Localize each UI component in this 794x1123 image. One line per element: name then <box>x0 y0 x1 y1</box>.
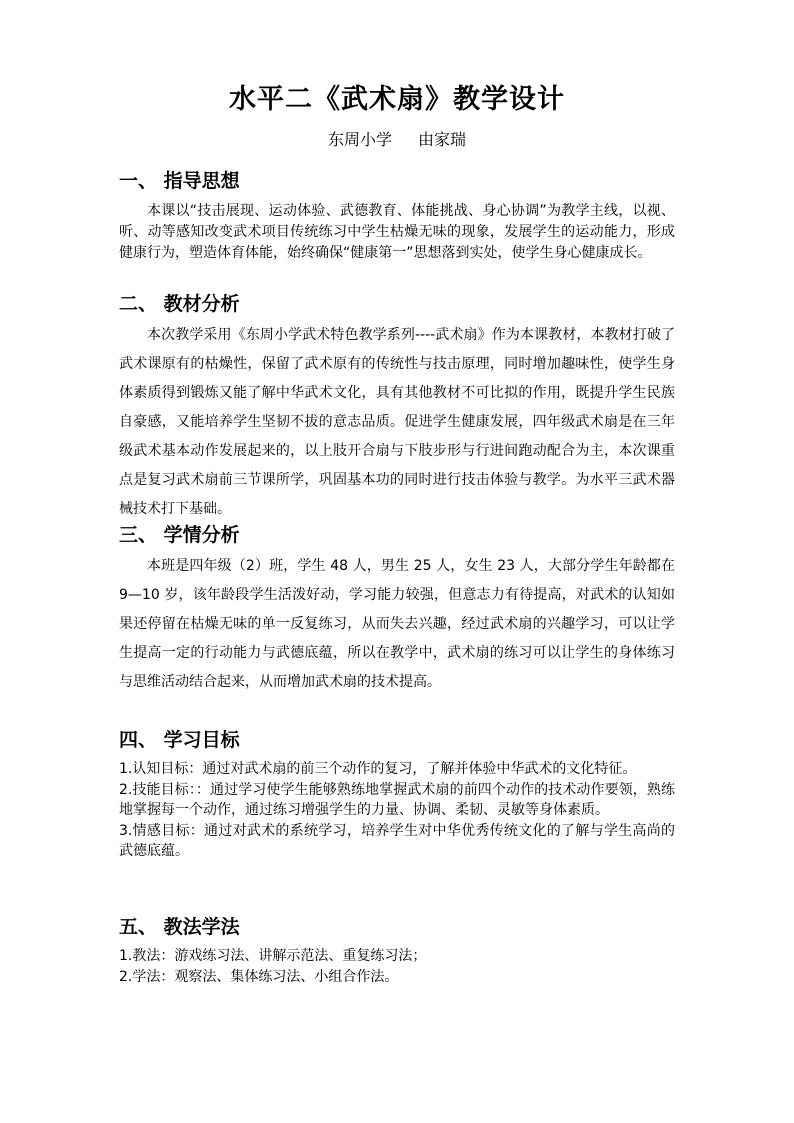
section-learner-analysis <box>119 522 675 697</box>
section-paragraph: 本课以“技击展现、运动体验、武德教育、体能挑战、身心协调”为教学主线，以视、听、动等感知改变武术项目传统练习中学生枯燥无味的现象，发展学生的运动能力，形成健康行为，塑造体育体能，始终确保“健康第一”思想落到实处，使学生身心健康成长。 <box>119 203 675 261</box>
section-learning-goals <box>119 727 675 862</box>
section-heading: 四、 学习目标 <box>119 729 240 751</box>
author-line <box>0 129 794 151</box>
section-heading: 一、 指导思想 <box>119 170 240 192</box>
list-item: 3.情感目标：通过对武术的系统学习，培养学生对中华优秀传统文化的了解与学生高尚的武德底蕴。 <box>119 822 675 859</box>
document-title: 水平二《武术扇》教学设计 <box>229 84 565 115</box>
section-heading: 五、 教法学法 <box>119 916 240 938</box>
section-teaching-methods <box>119 914 675 987</box>
list-item: 1.认知目标：通过对武术扇的前三个动作的复习，了解并体验中华武术的文化特征。 <box>119 761 637 777</box>
list-item: 1.教法：游戏练习法、讲解示范法、重复练习法； <box>119 948 427 964</box>
goal-list <box>119 759 675 862</box>
section-textbook-analysis <box>119 291 675 524</box>
section-paragraph: 本班是四年级（2）班，学生 48 人，男生 25 人，女生 23 人，大部分学生年龄都在 9—10 岁，该年龄段学生活泼好动，学习能力较强，但意志力有待提高，对武术的认知如果还停留在枯燥无味的单一反复练习，从而失去兴趣，经过武术扇的兴趣学习，可以让学生提高一定的行动能力与武德底蕴，所以在教学中，武术扇的练习可以让学生的身体练习与思维活动结合起来，从而增加武术扇的技术提高。 <box>119 558 675 690</box>
section-heading: 三、 学情分析 <box>119 524 240 546</box>
list-item: 2.技能目标：：通过学习使学生能够熟练地掌握武术扇的前四个动作的技术动作要领，熟练地掌握每一个动作，通过练习增强学生的力量、协调、柔韧、灵敏等身体素质。 <box>119 781 675 818</box>
list-item: 2.学法：观察法、集体练习法、小组合作法。 <box>119 968 399 985</box>
author-school: 东周小学 <box>327 130 392 149</box>
author-name: 由家瑞 <box>418 130 467 149</box>
section-heading: 二、 教材分析 <box>119 293 240 315</box>
section-paragraph: 本次教学采用《东周小学武术特色教学系列----武术扇》作为本课教材，本教材打破了武术课原有的枯燥性，保留了武术原有的传统性与技击原理，同时增加趣味性，使学生身体素质得到锻炼又能了解中华武术文化，具有其他教材不可比拟的作用，既提升学生民族自豪感，又能培养学生坚韧不拔的意志品质。促进学生健康发展，四年级武术扇是在三年级武术基本动作发展起来的，以上肢开合扇与下肢步形与行进间跑动配合为主，本次课重点是复习武术扇前三节课所学，巩固基本功的同时进行技击体验与教学。为水平三武术器械技术打下基础。 <box>119 327 675 517</box>
method-list <box>119 946 675 987</box>
section-guiding-ideology <box>119 168 675 264</box>
